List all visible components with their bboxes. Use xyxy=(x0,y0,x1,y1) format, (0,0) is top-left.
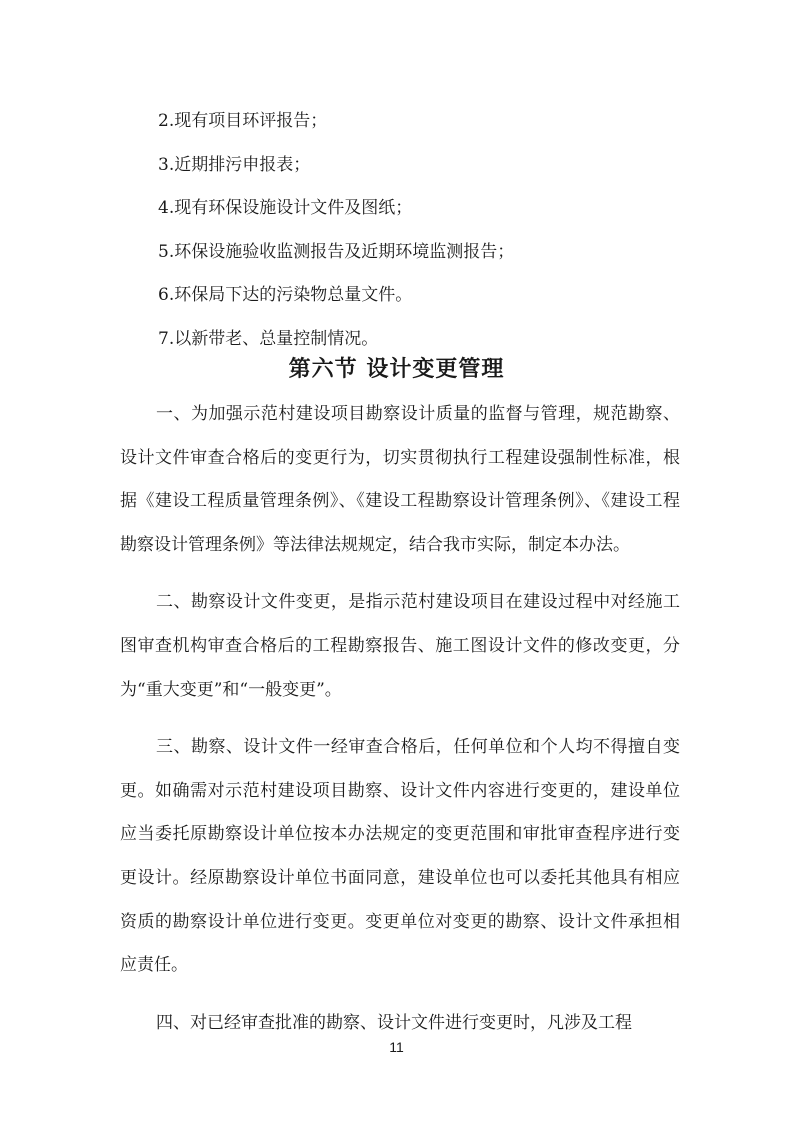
body-text xyxy=(120,393,680,1059)
paragraph: 三、勘察、设计文件一经审查合格后，任何单位和个人均不得擅自变更。如确需对示范村建设项目勘察、设计文件内容进行变更的，建设单位应当委托原勘察设计单位按本办法规定的变更范围和审批审查程序进行变更设计。经原勘察设计单位书面同意，建设单位也可以委托其他具有相应资质的勘察设计单位进行变更。变更单位对变更的勘察、设计文件承担相应责任。 xyxy=(120,737,680,976)
list-item: 2.现有项目环评报告； xyxy=(158,111,328,131)
list-item: 3.近期排污申报表； xyxy=(158,154,311,175)
page-number: 11 xyxy=(389,1039,404,1055)
list-item: 7.以新带老、总量控制情况。 xyxy=(158,328,379,349)
paragraph: 二、勘察设计文件变更，是指示范村建设项目在建设过程中对经施工图审查机构审查合格后的工程勘察报告、施工图设计文件的修改变更，分为“重大变更”和“一般变更”。 xyxy=(120,592,680,700)
paragraph: 四、对已经审查批准的勘察、设计文件进行变更时，凡涉及工程 xyxy=(156,1012,632,1033)
materials-list xyxy=(158,100,718,362)
list-item: 4.现有环保设施设计文件及图纸； xyxy=(158,198,413,219)
list-item: 5.环保设施验收监测报告及近期环境监测报告； xyxy=(158,241,515,262)
paragraph: 一、为加强示范村建设项目勘察设计质量的监督与管理，规范勘察、设计文件审查合格后的变更行为，切实贯彻执行工程建设强制性标准，根据《建设工程质量管理条例》、《建设工程勘察设计管理条例》、《建设工程勘察设计管理条例》等法律法规规定，结合我市实际，制定本办法。 xyxy=(120,404,680,555)
list-item: 6.环保局下达的污染物总量文件。 xyxy=(158,285,413,306)
section-heading: 第六节 设计变更管理 xyxy=(288,357,505,382)
